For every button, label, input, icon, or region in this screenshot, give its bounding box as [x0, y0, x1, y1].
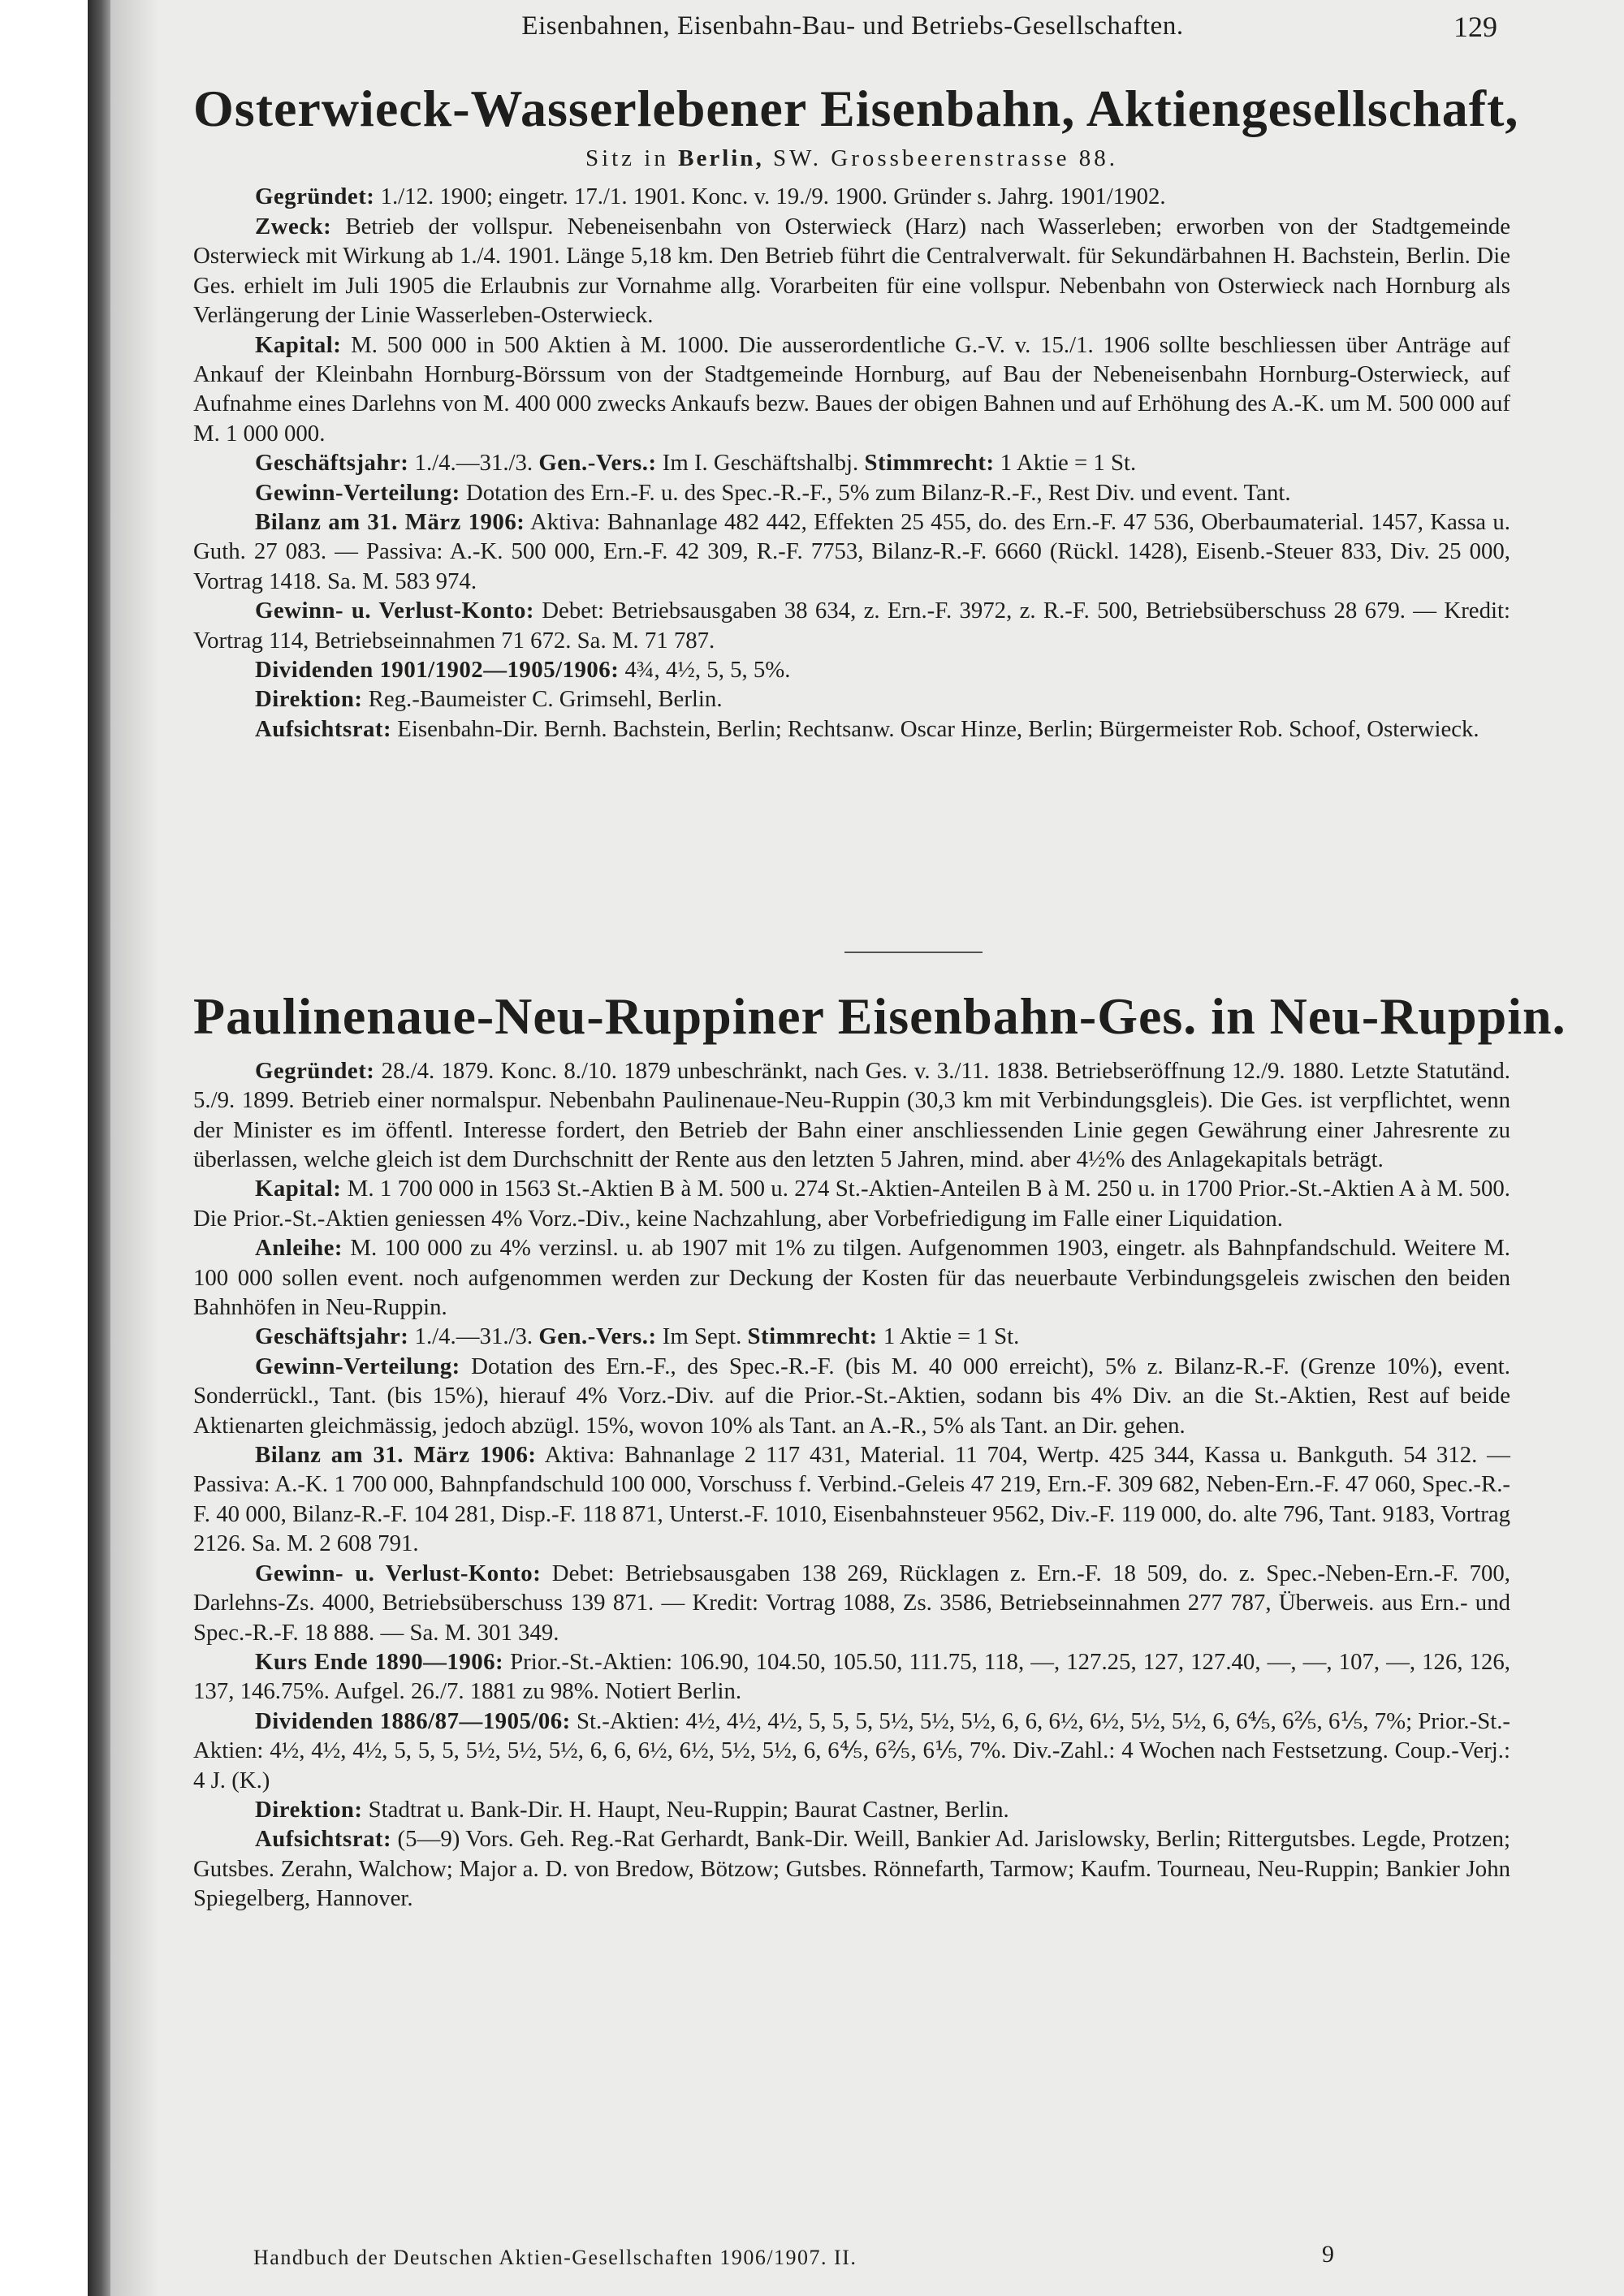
field-geschaeftsjahr: Geschäftsjahr: 1./4.—31./3. Gen.-Vers.: Im Sept. Stimmrecht: 1 Aktie = 1 St.	[255, 1323, 1020, 1350]
seat-prefix: Sitz in	[585, 145, 669, 171]
field-aufsichtsrat: Aufsichtsrat: Eisenbahn-Dir. Bernh. Bachstein, Berlin; Rechtsanw. Oscar Hinze, Berlin; Bürgermeister Rob. Schoof, Osterwieck.	[255, 715, 1479, 742]
entry-body	[193, 1056, 1510, 1914]
field-geschaeftsjahr: Geschäftsjahr: 1./4.—31./3. Gen.-Vers.: Im I. Geschäftshalbj. Stimmrecht: 1 Aktie = 1 St.	[255, 450, 1137, 477]
field-kapital: Kapital: M. 500 000 in 500 Aktien à M. 1000. Die ausserordentliche G.-V. v. 15./1. 1906 sollte beschliessen über Anträge auf Ankauf der Kleinbahn Hornburg-Börssum von der Stadtgemeinde Hornburg, auf Bau der Nebeneisenbahn Hornburg-Osterwieck, auf Aufnahme eines Darlehns von M. 400 000 zwecks Ankaufs bezw. Baues der obigen Bahnen und auf Erhöhung des A.-K. um M. 500 000 auf M. 1 000 000.	[193, 331, 1510, 447]
field-kapital: Kapital: M. 1 700 000 in 1563 St.-Aktien B à M. 500 u. 274 St.-Aktien-Anteilen B à M. 250 u. in 1700 Prior.-St.-Aktien A à M. 500. Die Prior.-St.-Aktien geniessen 4% Vorz.-Div., keine Nachzahlung, aber Vorbefriedigung im Falle einer Liquidation.	[193, 1176, 1511, 1232]
section-divider	[844, 952, 983, 953]
page-number: 129	[1453, 11, 1497, 43]
page-margin	[0, 0, 88, 2296]
page-gutter-shadow	[110, 0, 159, 2296]
field-gewinn-verlust: Gewinn- u. Verlust-Konto: Debet: Betriebsausgaben 138 269, Rücklagen z. Ern.-F. 18 509, do. z. Spec.-Neben-Ern.-F. 700, Darlehns-Zs. 4000, Betriebsüberschuss 139 871. — Kredit: Vortrag 1088, Zs. 3586, Betriebseinnahmen 277 787, Überweis. aus Ern.- und Spec.-R.-F. 18 888. — Sa. M. 301 349.	[193, 1560, 1510, 1646]
footer: Handbuch der Deutschen Aktien-Gesellschaften 1906/1907. II.	[253, 2246, 857, 2269]
entry-seat	[193, 144, 1510, 175]
field-aufsichtsrat: Aufsichtsrat: (5—9) Vors. Geh. Reg.-Rat Gerhardt, Bank-Dir. Weill, Bankier Ad. Jarislowsky, Berlin; Rittergutsbes. Legde, Protzen; Gutsbes. Zerahn, Walchow; Major a. D. von Bredow, Bötzow; Gutsbes. Rönnefarth, Tarmow; Kaufm. Tourneau, Neu-Ruppin; Bankier John Spiegelberg, Hannover.	[193, 1826, 1510, 1912]
signature-mark: 9	[1322, 2241, 1334, 2268]
field-bilanz: Bilanz am 31. März 1906: Aktiva: Bahnanlage 482 442, Effekten 25 455, do. des Ern.-F. 47 536, Oberbaumaterial. 1457, Kassa u. Guth. 27 083. — Passiva: A.-K. 500 000, Ern.-F. 42 309, R.-F. 7753, Bilanz-R.-F. 6660 (Rückl. 1428), Eisenb.-Steuer 833, Div. 25 000, Vortrag 1418. Sa. M. 583 974.	[193, 508, 1510, 594]
field-zweck: Zweck: Betrieb der vollspur. Nebeneisenbahn von Osterwieck (Harz) nach Wasserleben; erworben von der Stadtgemeinde Osterwieck mit Wirkung ab 1./4. 1901. Länge 5,18 km. Den Betrieb führt die Centralverwalt. für Sekundärbahnen H. Bachstein, Berlin. Die Ges. erhielt im Juli 1905 die Erlaubnis zur Vornahme allg. Vorarbeiten für eine vollspur. Nebenbahn von Osterwieck nach Hornburg als Verlängerung der Linie Wasserleben-Osterwieck.	[193, 213, 1511, 329]
entry-osterwieck	[193, 78, 1519, 744]
running-head: Eisenbahnen, Eisenbahn-Bau- und Betriebs-Gesellschaften.	[521, 11, 1184, 41]
book-binding-edge	[88, 0, 110, 2296]
seat-address: SW. Grossbeerenstrasse 88.	[772, 145, 1119, 171]
field-dividenden: Dividenden 1886/87—1905/06: St.-Aktien: 4½, 4½, 4½, 5, 5, 5, 5½, 5½, 5½, 6, 6, 6½, 6½, 5½, 5½, 6, 6⅘, 6⅖, 6⅕, 7%; Prior.-St.-Aktien: 4½, 4½, 4½, 5, 5, 5, 5½, 5½, 5½, 6, 6, 6½, 6½, 5½, 5½, 6, 6⅘, 6⅖, 6⅕, 7%. Div.-Zahl.: 4 Wochen nach Festsetzung. Coup.-Verj.: 4 J. (K.)	[193, 1707, 1510, 1793]
field-gewinn-verteilung: Gewinn-Verteilung: Dotation des Ern.-F. u. des Spec.-R.-F., 5% zum Bilanz-R.-F., Rest Div. und event. Tant.	[255, 479, 1291, 506]
field-direktion: Direktion: Reg.-Baumeister C. Grimsehl, Berlin.	[255, 686, 723, 713]
seat-city: Berlin,	[678, 145, 764, 171]
entry-title: Paulinenaue-Neu-Ruppiner Eisenbahn-Ges. in Neu-Ruppin.	[193, 987, 1566, 1045]
field-gewinn-verteilung: Gewinn-Verteilung: Dotation des Ern.-F., des Spec.-R.-F. (bis M. 40 000 erreicht), 5% z. Bilanz-R.-F. (Grenze 10%), event. Sonderrückl., Tant. (bis 15%), hierauf 4% Vorz.-Div. auf die Prior.-St.-Aktien, sodann bis 4% Div. an die St.-Aktien, Rest auf beide Aktienarten gleichmässig, jedoch abzügl. 15%, wovon 10% als Tant. an A.-R., 5% als Tant. an Dir. gehen.	[193, 1353, 1510, 1439]
field-gewinn-verlust: Gewinn- u. Verlust-Konto: Debet: Betriebsausgaben 38 634, z. Ern.-F. 3972, z. R.-F. 500, Betriebsüberschuss 28 679. — Kredit: Vortrag 114, Betriebseinnahmen 71 672. Sa. M. 71 787.	[193, 598, 1510, 654]
entry-body	[193, 182, 1510, 744]
entry-paulinenaue	[193, 986, 1566, 1914]
field-dividenden: Dividenden 1901/1902—1905/1906: 4¾, 4½, 5, 5, 5%.	[255, 656, 791, 683]
field-gegruendet: Gegründet: 28./4. 1879. Konc. 8./10. 1879 unbeschränkt, nach Ges. v. 3./11. 1838. Betriebseröffnung 12./9. 1880. Letzte Statutänd. 5./9. 1899. Betrieb einer normalspur. Nebenbahn Paulinenaue-Neu-Ruppin (30,3 km mit Verbindungsgleis). Die Ges. ist verpflichtet, wenn der Minister es im öffentl. Interesse fordert, den Betrieb der Bahn einer anschliessenden Linie gegen Gewährung einer Jahresrente zu überlassen, welche gleich ist dem Durchschnitt der Rente aus den letzten 5 Jahren, mind. aber 4½% des Anlagekapitals beträgt.	[193, 1057, 1511, 1173]
field-anleihe: Anleihe: M. 100 000 zu 4% verzinsl. u. ab 1907 mit 1% zu tilgen. Aufgenommen 1903, eingetr. als Bahnpfandschuld. Weitere M. 100 000 sollen event. noch aufgenommen werden zur Deckung der Kosten für das neuerbaute Verbindungsgeleis zwischen den beiden Bahnhöfen in Neu-Ruppin.	[193, 1235, 1511, 1321]
field-kurs: Kurs Ende 1890—1906: Prior.-St.-Aktien: 106.90, 104.50, 105.50, 111.75, 118, —, 127.25, 127, 127.40, —, —, 107, —, 126, 126, 137, 146.75%. Aufgel. 26./7. 1881 zu 98%. Notiert Berlin.	[193, 1648, 1511, 1705]
field-gegruendet: Gegründet: 1./12. 1900; eingetr. 17./1. 1901. Konc. v. 19./9. 1900. Gründer s. Jahrg. 1901/1902.	[255, 183, 1166, 210]
field-direktion: Direktion: Stadtrat u. Bank-Dir. H. Haupt, Neu-Ruppin; Baurat Castner, Berlin.	[255, 1796, 1009, 1823]
entry-title: Osterwieck-Wasserlebener Eisenbahn, Aktiengesellschaft,	[193, 80, 1519, 137]
field-bilanz: Bilanz am 31. März 1906: Aktiva: Bahnanlage 2 117 431, Material. 11 704, Wertp. 425 344, Kassa u. Bankguth. 54 312. — Passiva: A.-K. 1 700 000, Bahnpfandschuld 100 000, Vorschuss f. Verbind.-Geleis 47 219, Ern.-F. 309 682, Neben-Ern.-F. 47 060, Spec.-R.-F. 40 000, Bilanz-R.-F. 104 281, Disp.-F. 118 871, Unterst.-F. 1010, Eisenbahnsteuer 9562, Div.-F. 119 000, do. alte 796, Tant. 9183, Vortrag 2126. Sa. M. 2 608 791.	[193, 1442, 1510, 1557]
